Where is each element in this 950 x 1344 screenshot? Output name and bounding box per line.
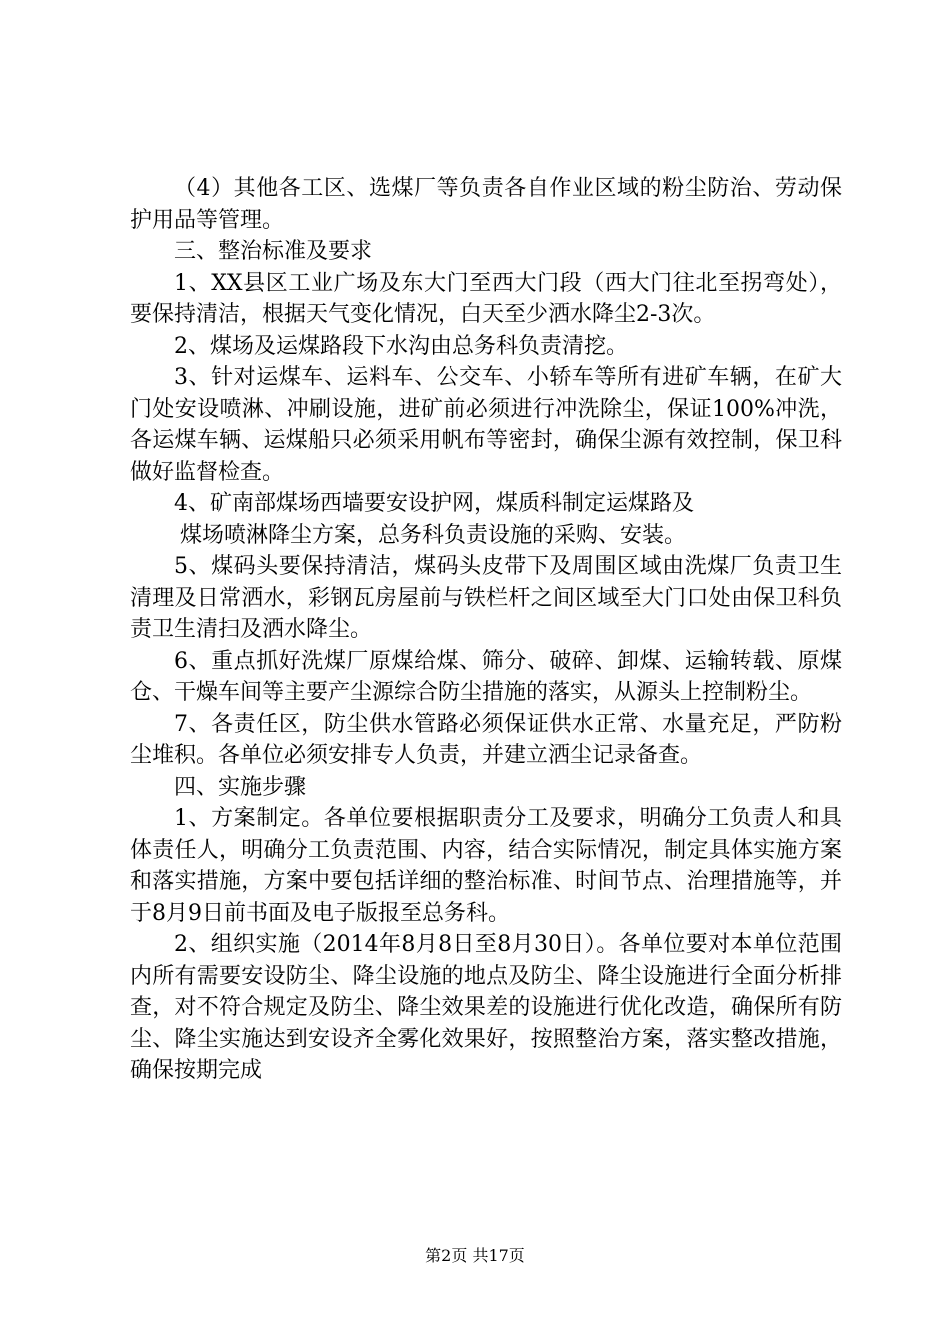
paragraph: 1、方案制定。各单位要根据职责分工及要求，明确分工负责人和具体责任人，明确分工负责范围、内容，结合实际情况，制定具体实施方案和落实措施，方案中要包括详细的整治标准、时间节点、治理措施等，并于8月9日前书面及电子版报至总务科。 [130, 806, 842, 926]
paragraph: 3、针对运煤车、运料车、公交车、小轿车等所有进矿车辆，在矿大门处安设喷淋、冲刷设施，进矿前必须进行冲洗除尘，保证100%冲洗，各运煤车辆、运煤船只必须采用帆布等密封，确保尘源有效控制，保卫科做好监督检查。 [130, 365, 842, 485]
paragraph: （4）其他各工区、选煤厂等负责各自作业区域的粉尘防治、劳动保护用品等管理。 [130, 176, 842, 233]
section-heading: 四、实施步骤 [174, 774, 307, 800]
paragraph: 7、各责任区，防尘供水管路必须保证供水正常、水量充足，严防粉尘堆积。各单位必须安排专人负责，并建立洒尘记录备查。 [130, 711, 842, 768]
paragraph: 6、重点抓好洗煤厂原煤给煤、筛分、破碎、卸煤、运输转载、原煤仓、干燥车间等主要产尘源综合防尘措施的落实，从源头上控制粉尘。 [130, 648, 842, 705]
paragraph: 2、组织实施（2014年8月8日至8月30日）。各单位要对本单位范围内所有需要安设防尘、降尘设施的地点及防尘、降尘设施进行全面分析排查，对不符合规定及防尘、降尘效果差的设施进行优化改造，确保所有防尘、降尘实施达到安设齐全雾化效果好，按照整治方案，落实整改措施，确保按期完成 [130, 932, 842, 1083]
paragraph: 1、XX县区工业广场及东大门至西大门段（西大门往北至拐弯处），要保持清洁，根据天气变化情况，白天至少洒水降尘2-3次。 [130, 270, 842, 327]
document-body [130, 173, 842, 1087]
paragraph: 4、矿南部煤场西墙要安设护网，煤质科制定运煤路及 [174, 491, 694, 516]
paragraph: 2、煤场及运煤路段下水沟由总务科负责清挖。 [174, 333, 628, 359]
paragraph: 5、煤码头要保持清洁，煤码头皮带下及周围区域由洗煤厂负责卫生清理及日常洒水，彩钢瓦房屋前与铁栏杆之间区域至大门口处由保卫科负责卫生清扫及洒水降尘。 [130, 554, 842, 642]
paragraph: 煤场喷淋降尘方案，总务科负责设施的采购、安装。 [180, 522, 687, 548]
section-heading: 三、整治标准及要求 [174, 239, 373, 264]
page-number-footer: 第2页 共17页 [425, 1246, 525, 1265]
